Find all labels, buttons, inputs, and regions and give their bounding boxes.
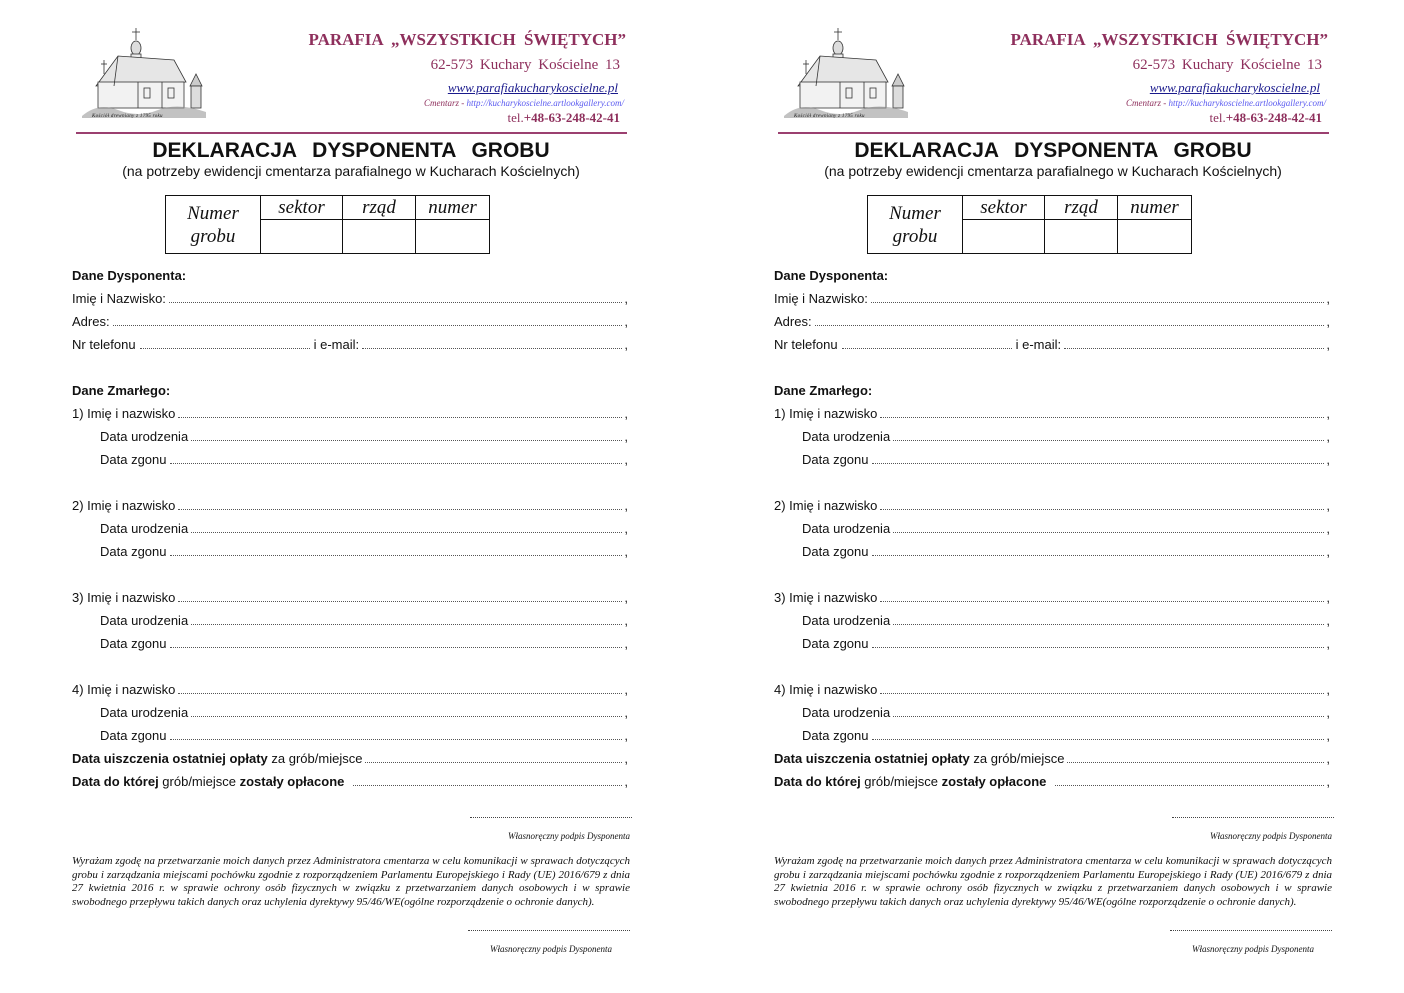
- form-title: DEKLARACJA DYSPONENTA GROBU: [152, 139, 550, 162]
- dotted-fill-line[interactable]: [872, 646, 1325, 648]
- dotted-fill-line[interactable]: [872, 554, 1325, 556]
- deceased-birth-date-field[interactable]: Data urodzenia ,: [100, 705, 628, 720]
- paid-until-suffix: zostały opłacone: [239, 774, 345, 789]
- deceased-birth-date-field[interactable]: Data urodzenia ,: [100, 521, 628, 536]
- signature-label-1: Własnoręczny podpis Dysponenta: [508, 831, 630, 841]
- disponent-heading: Dane Dysponenta:: [774, 268, 889, 283]
- sector-input[interactable]: [963, 220, 1045, 254]
- tel-label: tel.: [507, 110, 524, 125]
- disponent-contact-field[interactable]: Nr telefonu i e-mail: ,: [774, 337, 1330, 352]
- dotted-fill-line[interactable]: [178, 508, 622, 510]
- deceased-birth-date-field[interactable]: Data urodzenia ,: [100, 429, 628, 444]
- death-date-label: Data zgonu: [802, 544, 869, 559]
- column-row: rząd: [343, 196, 416, 220]
- dotted-fill-line[interactable]: [178, 692, 622, 694]
- column-number: numer: [416, 196, 490, 220]
- deceased-name-label: 4) Imię i nazwisko: [72, 682, 176, 697]
- church-logo: [78, 26, 210, 122]
- dotted-fill-line[interactable]: [191, 439, 622, 441]
- website-link[interactable]: www.parafiakucharykoscielne.pl: [447, 80, 618, 95]
- tel-label: tel.: [1209, 110, 1226, 125]
- signature-line-1[interactable]: [1172, 816, 1334, 818]
- declaration-form-copy-2: [772, 0, 1334, 993]
- deceased-name-field[interactable]: 1) Imię i nazwisko ,: [72, 406, 628, 421]
- grave-number-table: [867, 195, 1192, 254]
- disponent-contact-field[interactable]: Nr telefonu i e-mail: ,: [72, 337, 628, 352]
- grave-number-label: Numer grobu: [166, 196, 261, 254]
- church-logo: [780, 26, 912, 122]
- birth-date-label: Data urodzenia: [802, 429, 891, 444]
- church-drawing-icon: [78, 26, 210, 122]
- birth-date-label: Data urodzenia: [802, 521, 891, 536]
- email-input-line[interactable]: [362, 347, 622, 349]
- deceased-heading: Dane Zmarłego:: [72, 383, 171, 398]
- column-number: numer: [1118, 196, 1192, 220]
- dotted-fill-line[interactable]: [880, 692, 1324, 694]
- signature-line-1[interactable]: [470, 816, 632, 818]
- website-link[interactable]: www.parafiakucharykoscielne.pl: [1149, 80, 1320, 95]
- paid-until-label: Data do której: [774, 774, 861, 789]
- last-payment-suffix: za grób/miejsce: [969, 751, 1065, 766]
- birth-date-label: Data urodzenia: [100, 521, 189, 536]
- header-divider: [778, 132, 1329, 134]
- deceased-name-field[interactable]: 4) Imię i nazwisko ,: [72, 682, 628, 697]
- phone-label: Nr telefonu: [72, 337, 136, 352]
- dotted-fill-line[interactable]: [191, 715, 622, 717]
- paid-until-suffix: zostały opłacone: [941, 774, 1047, 789]
- parish-address: 62-573 Kuchary Kościelne 13: [1132, 57, 1322, 73]
- deceased-death-date-field[interactable]: Data zgonu ,: [802, 636, 1330, 651]
- phone-input-line[interactable]: [842, 347, 1012, 349]
- sector-input[interactable]: [261, 220, 343, 254]
- dotted-fill-line[interactable]: [191, 531, 622, 533]
- deceased-birth-date-field[interactable]: Data urodzenia ,: [802, 705, 1330, 720]
- dotted-fill-line[interactable]: [170, 646, 623, 648]
- email-input-line[interactable]: [1064, 347, 1324, 349]
- email-label: i e-mail:: [313, 337, 360, 352]
- column-sector: sektor: [261, 196, 343, 220]
- dotted-fill-line[interactable]: [893, 531, 1324, 533]
- telephone: [1210, 110, 1322, 126]
- tel-number: +48-63-248-42-41: [523, 110, 620, 125]
- dotted-fill-line[interactable]: [191, 623, 622, 625]
- death-date-label: Data zgonu: [802, 452, 869, 467]
- birth-date-label: Data urodzenia: [100, 705, 189, 720]
- parish-address: 62-573 Kuchary Kościelne 13: [430, 57, 620, 73]
- death-date-label: Data zgonu: [100, 452, 167, 467]
- tel-number: +48-63-248-42-41: [1225, 110, 1322, 125]
- deceased-death-date-field[interactable]: Data zgonu ,: [100, 636, 628, 651]
- deceased-birth-date-field[interactable]: Data urodzenia ,: [802, 429, 1330, 444]
- declaration-form-copy-1: [70, 0, 632, 993]
- cemetery-label: Cmentarz -: [1126, 98, 1169, 108]
- deceased-name-label: 3) Imię i nazwisko: [72, 590, 176, 605]
- deceased-name-label: 1) Imię i nazwisko: [774, 406, 878, 421]
- deceased-heading: Dane Zmarłego:: [774, 383, 873, 398]
- parish-name: PARAFIA „WSZYSTKICH ŚWIĘTYCH”: [1010, 30, 1328, 49]
- dotted-fill-line[interactable]: [1055, 784, 1324, 786]
- disponent-address-field[interactable]: Adres: ,: [774, 314, 1330, 329]
- cemetery-line: [1126, 98, 1326, 108]
- logo-caption: Kościół drewniany z 1795 roku: [794, 114, 865, 119]
- paid-until-label: Data do której: [72, 774, 159, 789]
- form-subtitle: (na potrzeby ewidencji cmentarza parafialnego w Kucharach Kościelnych): [122, 163, 580, 179]
- dotted-fill-line[interactable]: [169, 301, 622, 303]
- dotted-fill-line[interactable]: [170, 738, 623, 740]
- dotted-fill-line[interactable]: [365, 761, 622, 763]
- last-payment-suffix: za grób/miejsce: [267, 751, 363, 766]
- birth-date-label: Data urodzenia: [802, 613, 891, 628]
- deceased-name-field[interactable]: 3) Imię i nazwisko ,: [774, 590, 1330, 605]
- grave-number-label: Numer grobu: [868, 196, 963, 254]
- signature-line-2[interactable]: [1170, 929, 1332, 931]
- deceased-death-date-field[interactable]: Data zgonu ,: [100, 544, 628, 559]
- disponent-address-field[interactable]: Adres: ,: [72, 314, 628, 329]
- deceased-name-field[interactable]: 4) Imię i nazwisko ,: [774, 682, 1330, 697]
- dotted-fill-line[interactable]: [178, 416, 622, 418]
- death-date-label: Data zgonu: [802, 636, 869, 651]
- cemetery-link[interactable]: http://kucharykoscielne.artlookgallery.com/: [1168, 98, 1326, 108]
- dotted-fill-line[interactable]: [880, 416, 1324, 418]
- death-date-label: Data zgonu: [802, 728, 869, 743]
- address-label: Adres:: [774, 314, 812, 329]
- dotted-fill-line[interactable]: [353, 784, 622, 786]
- parish-name: PARAFIA „WSZYSTKICH ŚWIĘTYCH”: [308, 30, 626, 49]
- deceased-birth-date-field[interactable]: Data urodzenia ,: [802, 613, 1330, 628]
- dotted-fill-line[interactable]: [178, 600, 622, 602]
- name-label: Imię i Nazwisko:: [774, 291, 868, 306]
- dotted-fill-line[interactable]: [893, 623, 1324, 625]
- deceased-name-label: 4) Imię i nazwisko: [774, 682, 878, 697]
- dotted-fill-line[interactable]: [1067, 761, 1324, 763]
- deceased-name-field[interactable]: 1) Imię i nazwisko ,: [774, 406, 1330, 421]
- deceased-name-label: 2) Imię i nazwisko: [72, 498, 176, 513]
- deceased-name-label: 2) Imię i nazwisko: [774, 498, 878, 513]
- phone-input-line[interactable]: [140, 347, 310, 349]
- deceased-name-label: 1) Imię i nazwisko: [72, 406, 176, 421]
- dotted-fill-line[interactable]: [872, 738, 1325, 740]
- email-label: i e-mail:: [1015, 337, 1062, 352]
- dotted-fill-line[interactable]: [815, 324, 1325, 326]
- deceased-name-field[interactable]: 2) Imię i nazwisko ,: [72, 498, 628, 513]
- dotted-fill-line[interactable]: [113, 324, 623, 326]
- dotted-fill-line[interactable]: [893, 439, 1324, 441]
- death-date-label: Data zgonu: [100, 728, 167, 743]
- address-label: Adres:: [72, 314, 110, 329]
- gdpr-consent-text: Wyrażam zgodę na przetwarzanie moich danych przez Administratora cmentarza w celu komunikacji w sprawach dotyczących grobu i zarządzania miejscami pochówku zgodnie z rozporządzeniem Parlamentu Europejskiego i Rady (UE) 2016/679 z dnia 27 kwietnia 2016 r. w sprawie ochrony osób fizycznych w związku z przetwarzaniem danych osobowych i w sprawie swobodnego przepływu takich danych oraz uchylenia dyrektywy 95/46/WE(ogólne rozporządzenie o ochronie danych).: [774, 855, 1332, 908]
- deceased-death-date-field[interactable]: Data zgonu ,: [802, 544, 1330, 559]
- last-payment-date-field[interactable]: Data uiszczenia ostatniej opłaty za grób/miejsce ,: [774, 751, 1330, 766]
- deceased-name-label: 3) Imię i nazwisko: [774, 590, 878, 605]
- logo-caption: Kościół drewniany z 1795 roku: [92, 114, 163, 119]
- signature-label-1: Własnoręczny podpis Dysponenta: [1210, 831, 1332, 841]
- last-payment-label: Data uiszczenia ostatniej opłaty: [774, 751, 970, 766]
- form-subtitle: (na potrzeby ewidencji cmentarza parafialnego w Kucharach Kościelnych): [824, 163, 1282, 179]
- dotted-fill-line[interactable]: [893, 715, 1324, 717]
- gdpr-consent-text: Wyrażam zgodę na przetwarzanie moich danych przez Administratora cmentarza w celu komunikacji w sprawach dotyczących grobu i zarządzania miejscami pochówku zgodnie z rozporządzeniem Parlamentu Europejskiego i Rady (UE) 2016/679 z dnia 27 kwietnia 2016 r. w sprawie ochrony osób fizycznych w związku z przetwarzaniem danych osobowych i w sprawie swobodnego przepływu takich danych oraz uchylenia dyrektywy 95/46/WE(ogólne rozporządzenie o ochronie danych).: [72, 855, 630, 908]
- deceased-death-date-field[interactable]: Data zgonu ,: [100, 728, 628, 743]
- dotted-fill-line[interactable]: [880, 508, 1324, 510]
- deceased-death-date-field[interactable]: Data zgonu ,: [802, 728, 1330, 743]
- deceased-birth-date-field[interactable]: Data urodzenia ,: [100, 613, 628, 628]
- disponent-name-field[interactable]: Imię i Nazwisko: ,: [774, 291, 1330, 306]
- paid-until-date-field[interactable]: Data do której grób/miejsce zostały opłacone ,: [72, 774, 628, 789]
- birth-date-label: Data urodzenia: [802, 705, 891, 720]
- cemetery-line: [424, 98, 624, 108]
- deceased-death-date-field[interactable]: Data zgonu ,: [100, 452, 628, 467]
- last-payment-date-field[interactable]: Data uiszczenia ostatniej opłaty za grób/miejsce ,: [72, 751, 628, 766]
- number-input[interactable]: [1118, 220, 1192, 254]
- dotted-fill-line[interactable]: [170, 554, 623, 556]
- paid-until-date-field[interactable]: Data do której grób/miejsce zostały opłacone ,: [774, 774, 1330, 789]
- death-date-label: Data zgonu: [100, 636, 167, 651]
- disponent-name-field[interactable]: Imię i Nazwisko: ,: [72, 291, 628, 306]
- header-divider: [76, 132, 627, 134]
- signature-line-2[interactable]: [468, 929, 630, 931]
- deceased-death-date-field[interactable]: Data zgonu ,: [802, 452, 1330, 467]
- dotted-fill-line[interactable]: [880, 600, 1324, 602]
- form-title: DEKLARACJA DYSPONENTA GROBU: [854, 139, 1252, 162]
- grave-number-table: [165, 195, 490, 254]
- signature-label-2: Własnoręczny podpis Dysponenta: [1192, 944, 1314, 954]
- birth-date-label: Data urodzenia: [100, 613, 189, 628]
- telephone: [508, 110, 620, 126]
- dotted-fill-line[interactable]: [872, 462, 1325, 464]
- column-sector: sektor: [963, 196, 1045, 220]
- name-label: Imię i Nazwisko:: [72, 291, 166, 306]
- row-input[interactable]: [1045, 220, 1118, 254]
- cemetery-link[interactable]: http://kucharykoscielne.artlookgallery.com/: [466, 98, 624, 108]
- phone-label: Nr telefonu: [774, 337, 838, 352]
- cemetery-label: Cmentarz -: [424, 98, 467, 108]
- deceased-birth-date-field[interactable]: Data urodzenia ,: [802, 521, 1330, 536]
- row-input[interactable]: [343, 220, 416, 254]
- dotted-fill-line[interactable]: [871, 301, 1324, 303]
- column-row: rząd: [1045, 196, 1118, 220]
- last-payment-label: Data uiszczenia ostatniej opłaty: [72, 751, 268, 766]
- deceased-name-field[interactable]: 3) Imię i nazwisko ,: [72, 590, 628, 605]
- death-date-label: Data zgonu: [100, 544, 167, 559]
- birth-date-label: Data urodzenia: [100, 429, 189, 444]
- church-drawing-icon: [780, 26, 912, 122]
- deceased-name-field[interactable]: 2) Imię i nazwisko ,: [774, 498, 1330, 513]
- signature-label-2: Własnoręczny podpis Dysponenta: [490, 944, 612, 954]
- paid-until-mid: grób/miejsce: [860, 774, 942, 789]
- number-input[interactable]: [416, 220, 490, 254]
- disponent-heading: Dane Dysponenta:: [72, 268, 187, 283]
- paid-until-mid: grób/miejsce: [158, 774, 240, 789]
- dotted-fill-line[interactable]: [170, 462, 623, 464]
